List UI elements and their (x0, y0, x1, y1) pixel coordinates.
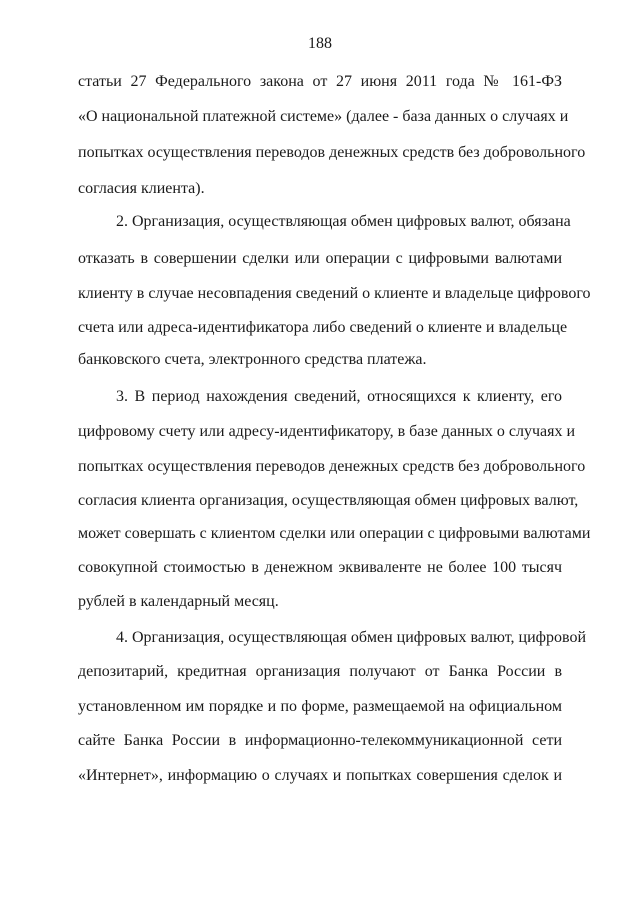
paragraph-1-line-4: согласия клиента). (78, 180, 205, 197)
paragraph-1-line-2: «О национальной платежной системе» (далее - база данных о случаях и (78, 108, 569, 125)
paragraph-2-line-2: отказать в совершении сделки или операции с цифровыми валютами (78, 250, 562, 267)
paragraph-4-line-2: депозитарий, кредитная организация получают от Банка России в (78, 663, 562, 680)
paragraph-4-line-1: 4. Организация, осуществляющая обмен цифровых валют, цифровой (116, 629, 587, 646)
paragraph-4-line-4: сайте Банка России в информационно-телекоммуникационной сети (78, 732, 562, 749)
paragraph-2-line-3: клиенту в случае несовпадения сведений о клиенте и владельце цифрового (78, 285, 591, 302)
page-number: 188 (308, 35, 332, 52)
paragraph-3-line-4: согласия клиента организация, осуществляющая обмен цифровых валют, (78, 492, 579, 509)
paragraph-2-line-4: счета или адреса-идентификатора либо сведений о клиенте и владельце (78, 319, 568, 336)
paragraph-3-line-6: совокупной стоимостью в денежном эквиваленте не более 100 тысяч (78, 559, 562, 576)
paragraph-1-line-1: статьи 27 Федерального закона от 27 июня 2011 года № 161-ФЗ (78, 73, 562, 90)
paragraph-3-line-5: может совершать с клиентом сделки или операции с цифровыми валютами (78, 525, 591, 542)
paragraph-1-line-3: попытках осуществления переводов денежных средств без добровольного (78, 144, 586, 161)
paragraph-2-line-5: банковского счета, электронного средства платежа. (78, 351, 427, 368)
paragraph-3-line-7: рублей в календарный месяц. (78, 593, 279, 610)
paragraph-4-line-5: «Интернет», информацию о случаях и попытках совершения сделок и (78, 767, 562, 784)
paragraph-2-line-1: 2. Организация, осуществляющая обмен цифровых валют, обязана (116, 213, 571, 230)
paragraph-3-line-2: цифровому счету или адресу-идентификатору, в базе данных о случаях и (78, 423, 576, 440)
paragraph-3-line-3: попытках осуществления переводов денежных средств без добровольного (78, 458, 586, 475)
paragraph-4-line-3: установленном им порядке и по форме, размещаемой на официальном (78, 698, 562, 715)
paragraph-3-line-1: 3. В период нахождения сведений, относящихся к клиенту, его (116, 388, 562, 405)
